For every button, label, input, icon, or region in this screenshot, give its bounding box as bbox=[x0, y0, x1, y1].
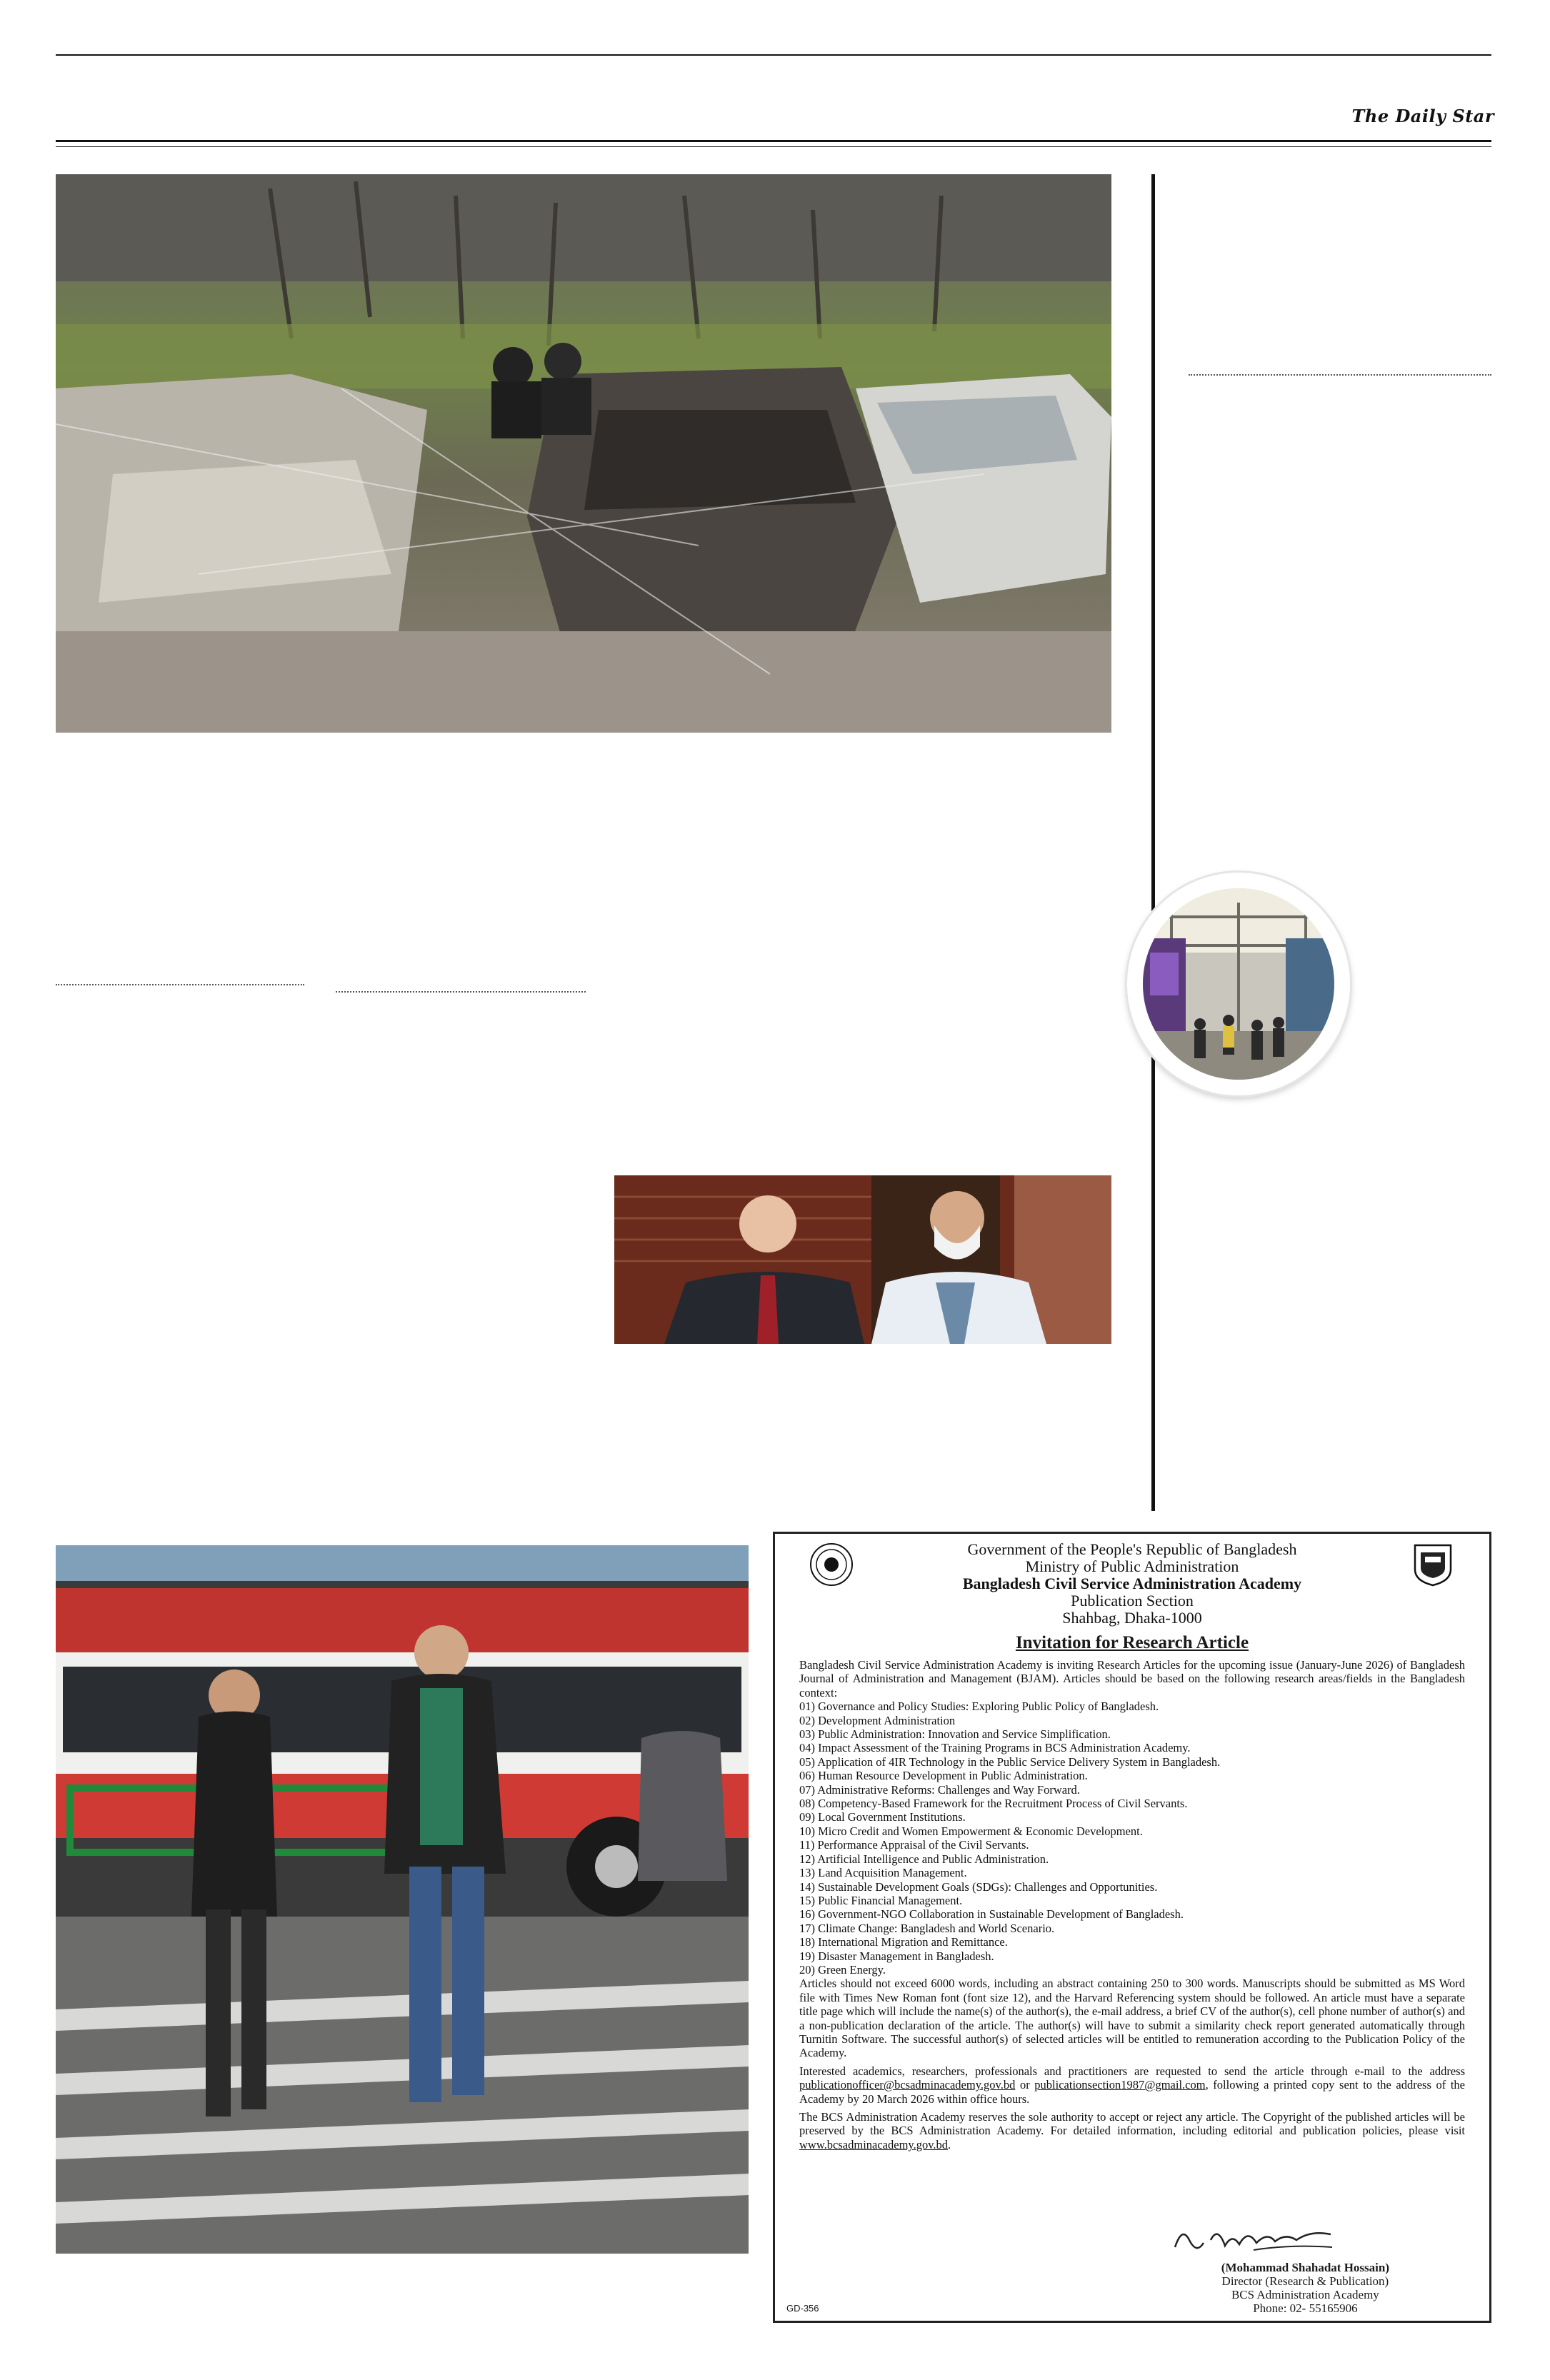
ad-topic-item: 19) Disaster Management in Bangladesh. bbox=[799, 1949, 994, 1963]
ad-topic-item: 01) Governance and Policy Studies: Exploring Public Policy of Bangladesh. bbox=[799, 1699, 1159, 1714]
ad-signer-title: Director (Research & Publication) bbox=[1221, 2274, 1389, 2288]
column-divider bbox=[1151, 174, 1155, 1511]
wreckage-photo bbox=[56, 174, 1111, 733]
ad-section-line: Publication Section bbox=[1071, 1592, 1194, 1610]
ad-submission-text-b: , following a printed copy sent to the address of the Academy by 20 March 2026 within office hours. bbox=[799, 2078, 1465, 2106]
ad-email-officer-link[interactable]: publicationofficer@bcsadminacademy.gov.bd bbox=[799, 2078, 1016, 2092]
ad-address-line: Shahbag, Dhaka-1000 bbox=[1062, 1609, 1202, 1627]
separator-dotted-left-1 bbox=[56, 984, 304, 985]
ad-topic-item: 12) Artificial Intelligence and Public Administration. bbox=[799, 1852, 1049, 1866]
ad-topic-item: 07) Administrative Reforms: Challenges and Way Forward. bbox=[799, 1782, 1080, 1797]
ad-ministry-line: Ministry of Public Administration bbox=[1025, 1557, 1239, 1575]
ad-body bbox=[799, 1658, 1465, 2151]
director-signature bbox=[1168, 2219, 1339, 2262]
ad-requirements-paragraph: Articles should not exceed 6000 words, including an abstract containing 250 to 300 words. Manuscripts should be submitted as MS Word file with Times New Roman font (font size 12), and the Harvard Referencing system should be followed. An article must have a separate title page which will include the name(s) of the author(s), the e-mail address, a brief CV of the author(s), cell phone number of author(s) and a non-publication declaration of the article. The author(s) will have to submit a similarity check report generated automatically through Turnitin Software. The successful author(s) of selected articles will be entitled to remuneration according to the Publication Policy of the Academy. bbox=[799, 1977, 1465, 2060]
separator-dotted-right-top bbox=[1189, 374, 1491, 376]
research-article-advertisement bbox=[773, 1532, 1491, 2323]
ad-title: Invitation for Research Article bbox=[1015, 1633, 1249, 1652]
ad-topic-list bbox=[799, 1699, 1465, 1977]
ad-topic-item: 09) Local Government Institutions. bbox=[799, 1810, 966, 1824]
ad-topic-item: 15) Public Financial Management. bbox=[799, 1893, 963, 1907]
ad-topic-item: 13) Land Acquisition Management. bbox=[799, 1866, 967, 1880]
ad-signer-block bbox=[1221, 2261, 1389, 2315]
ad-rights-text: The BCS Administration Academy reserves the sole authority to accept or reject any article. The Copyright of the published articles will be preserved by the BCS Administration Academy. For detailed information, including editorial and publication policies, please visit bbox=[799, 2110, 1465, 2138]
ad-signer-org: BCS Administration Academy bbox=[1231, 2288, 1379, 2301]
street-crossing-photo bbox=[56, 1545, 749, 2254]
ad-topic-item: 05) Application of 4IR Technology in the Public Service Delivery System in Bangladesh. bbox=[799, 1754, 1221, 1769]
ad-topic-item: 02) Development Administration bbox=[799, 1713, 956, 1727]
ad-website-link[interactable]: www.bcsadminacademy.gov.bd bbox=[799, 2137, 949, 2151]
ad-submission-text-a: Interested academics, researchers, professionals and practitioners are requested to send the article through e-mail to the address bbox=[799, 2064, 1465, 2078]
ad-rights-paragraph bbox=[799, 2110, 1465, 2151]
header-rule-thin bbox=[56, 146, 1491, 147]
header-rule-thick bbox=[56, 140, 1491, 142]
ad-topic-item: 18) International Migration and Remittance. bbox=[799, 1935, 1008, 1949]
station-circle-image bbox=[1143, 888, 1334, 1080]
top-rule bbox=[56, 54, 1491, 56]
ad-topic-item: 16) Government-NGO Collaboration in Sustainable Development of Bangladesh. bbox=[799, 1907, 1184, 1922]
ad-academy-name: Bangladesh Civil Service Administration Academy bbox=[962, 1575, 1302, 1592]
ad-intro-paragraph: Bangladesh Civil Service Administration Academy is inviting Research Articles for the upcoming issue (January-June 2026) of Bangladesh Journal of Administration and Management (BJAM). Articles should be based on the following research areas/fields in the Bangladesh context: bbox=[799, 1658, 1465, 1699]
ad-topic-item: 03) Public Administration: Innovation and Service Simplification. bbox=[799, 1727, 1111, 1742]
ad-signer-name: (Mohammad Shahadat Hossain) bbox=[1221, 2261, 1389, 2274]
ad-topic-item: 20) Green Energy. bbox=[799, 1962, 886, 1977]
ad-government-line: Government of the People's Republic of Bangladesh bbox=[967, 1540, 1297, 1558]
ad-topic-item: 04) Impact Assessment of the Training Programs in BCS Administration Academy. bbox=[799, 1741, 1191, 1755]
ad-topic-item: 06) Human Resource Development in Public Administration. bbox=[799, 1769, 1088, 1783]
ad-topic-item: 14) Sustainable Development Goals (SDGs): Challenges and Opportunities. bbox=[799, 1879, 1158, 1894]
masthead-logo: The Daily Star bbox=[1351, 106, 1494, 126]
ad-website-end: . bbox=[948, 2137, 951, 2151]
separator-dotted-left-2 bbox=[336, 991, 586, 993]
station-circle-photo bbox=[1127, 873, 1350, 1095]
ad-topic-item: 11) Performance Appraisal of the Civil Servants. bbox=[799, 1838, 1029, 1852]
ad-topic-item: 08) Competency-Based Framework for the Recruitment Process of Civil Servants. bbox=[799, 1797, 1188, 1811]
ad-or-text: or bbox=[1019, 2078, 1030, 2092]
ad-header bbox=[799, 1541, 1465, 1627]
ad-email-section-link[interactable]: publicationsection1987@gmail.com bbox=[1034, 2078, 1206, 2092]
ad-signer-phone: Phone: 02- 55165906 bbox=[1253, 2301, 1358, 2315]
ad-submission-paragraph bbox=[799, 2064, 1465, 2106]
ad-topic-item: 10) Micro Credit and Women Empowerment & Economic Development. bbox=[799, 1824, 1143, 1838]
ad-topic-item: 17) Climate Change: Bangladesh and World Scenario. bbox=[799, 1921, 1055, 1935]
leaders-meeting-photo bbox=[614, 1175, 1111, 1344]
ad-code: GD-356 bbox=[786, 2303, 819, 2314]
